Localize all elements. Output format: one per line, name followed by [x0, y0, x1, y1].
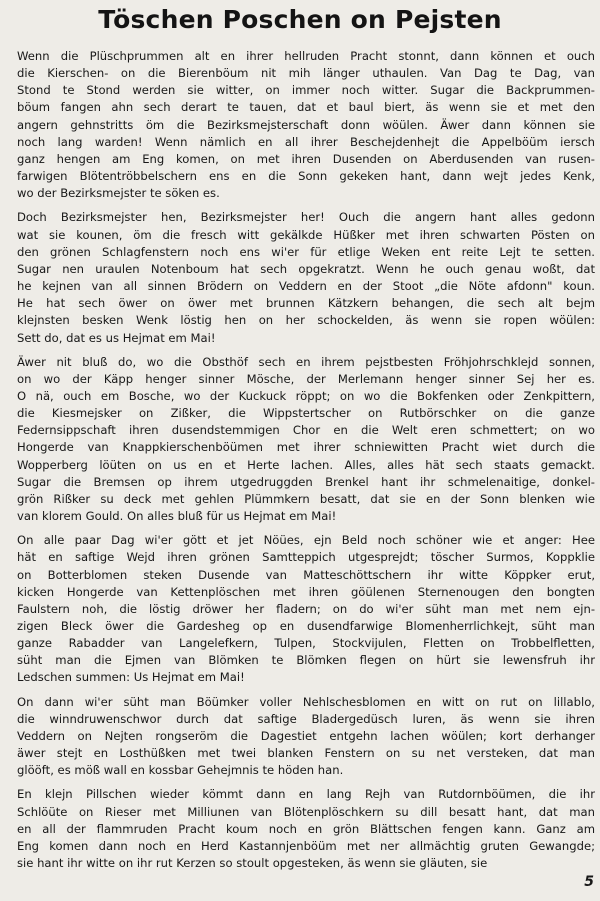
text-line: grön Rißker su deck met gehlen Plümmkern besatt, dat sie en der Sonn blenken wie	[17, 491, 595, 506]
text-line: ganze Rabadder van Langelefkern, Tulpen, Stockvijulen, Fletten on Trobbelfletten,	[17, 636, 595, 651]
text-line: O nä, ouch em Bosche, wo der Kuckuck röppt; on wo die Bokfenken oder Zenkpittern,	[17, 388, 595, 403]
text-line: van klorem Gould. On alles bluß für us Hejmat em Mai!	[17, 509, 337, 524]
text-line: äwer stejt en Losthüßken met twei blanken Fenstern on su net versteken, dat man	[17, 746, 595, 761]
paragraph	[17, 48, 595, 202]
text-line: Doch Bezirksmejster hen, Bezirksmejster her! Ouch die angern hant alles gedonn	[17, 210, 595, 225]
text-line: Federnsippschaft ihren dusendstemmigen Chor en die Welt eren schmettert; on wo	[17, 423, 595, 438]
paragraph	[17, 209, 595, 346]
text-line: Sugar die Bremsen op ihrem utgedruggden Brenkel hant ihr schmelenaitige, donkel-	[17, 474, 595, 489]
text-line: Sugar nen uraulen Notenboum hat sech opgekratzt. Wenn he ouch genau woßt, dat	[17, 261, 595, 276]
page-number: 5	[584, 874, 594, 890]
paragraph	[17, 354, 595, 526]
text-line: angern gehnstritts öm die Bezirksmejsterschaft donn wöülen. Äwer dann können sie	[17, 117, 595, 132]
text-line: glööft, es möß wall en kossbar Gehejmnis te höden han.	[17, 763, 344, 778]
text-line: den grönen Schlagfenstern noch ens wi'er für etlige Weken ent reite Lejt te setten.	[17, 244, 595, 259]
text-line: Faulstern noh, die löstig dröwer her fladern; on do wi'er süht man met nem ejn-	[17, 601, 595, 616]
page-title: Töschen Poschen on Pejsten	[98, 5, 502, 34]
text-line: on wo der Käpp henger sinner Mösche, der Merlemann henger sinner Sej her es.	[17, 371, 595, 386]
text-line: Ledschen summen: Us Hejmat em Mai!	[17, 670, 245, 685]
paragraph	[17, 694, 595, 780]
text-line: wo der Bezirksmejster te söken es.	[17, 186, 220, 201]
text-line: He hat sech öwer on öwer met brunnen Kätzkern behangen, die sech alt bejm	[17, 296, 595, 311]
text-line: On dann wi'er süht man Böümker voller Nehlschesblomen en witt on rut on lillablo,	[17, 694, 595, 709]
text-line: Sett do, dat es us Hejmat em Mai!	[17, 330, 216, 345]
text-line: Äwer nit bluß do, wo die Obsthöf sech en ihrem pejstbesten Fröhjohrschklejd sonnen,	[17, 354, 595, 369]
text-line: Veddern on Nejten rongseröm die Dagestiet entgehn lachen wöülen; kort derhanger	[17, 728, 595, 743]
text-line: böum fangen ahn sech derart te tauen, dat et baul biert, äs wenn sie et met den	[17, 100, 595, 115]
text-line: Eng komen dann noch en Herd Kastannjenböüm met ner allmächtig gruten Gewangde;	[17, 838, 595, 853]
text-line: Schlöüte on Rieser met Milliunen van Blötenplöschkern su dill besatt hant, dat man	[17, 804, 595, 819]
text-line: die Kierschen- on die Bierenböum nit mih länger uthaulen. Van Dag te Dag, van	[17, 66, 595, 81]
text-line: On alle paar Dag wi'er gött et jet Nöües, ejn Beld noch schöner wie et anger: Hee	[17, 533, 595, 548]
text-line: farwigen Blötentröbbelschern ens en die Sonn gekeken hant, dann wejt jedes Kenk,	[17, 169, 595, 184]
text-line: süht man die Ejmen van Blömken te Blömken flegen on hürt sie lewensfruh ihr	[17, 653, 595, 668]
text-line: on Botterblomen steken Dusende van Matteschöttschern ihr witte Köppker erut,	[17, 567, 595, 582]
text-line: en all der flammruden Pracht koum noch en grön Blättschen fengen kann. Ganz am	[17, 821, 595, 836]
text-line: klejnsten besken Wenk löstig hen on her schockelden, äs wenn sie ropen wöülen:	[17, 313, 595, 328]
text-line: kicken Hongerde van Kettenplöschen met ihren göülenen Sternenougen den bongten	[17, 584, 595, 599]
paragraph	[17, 532, 595, 686]
text-line: Hongerde van Knappkierschenböümen met ihrer schniewitten Pracht wiet durch die	[17, 440, 595, 455]
text-line: hät en saftige Wejd ihren grönen Samtteppich utgesprejdt; töscher Surmos, Koppklie	[17, 550, 595, 565]
body-text	[17, 48, 595, 879]
text-line: zigen Bleck öwer die Gardesheg op en dusendfarwige Blomenherrlichkejt, süht man	[17, 619, 595, 633]
text-line: En klejn Pillschen wieder kömmt dann en lang Rejh van Rutdornböümen, die ihr	[17, 787, 595, 802]
text-line: sie hant ihr witte on ihr rut Kerzen so stoult opgesteken, äs wenn sie gläuten, sie	[17, 856, 488, 871]
text-line: noch lang warden! Wenn nämlich en all ihrer Beschejdenhejt die Appelböüm iersch	[17, 134, 595, 149]
text-line: he kejnen van all sinnen Brödern on Veddern en der Stoot „die Nöte afdonn" koun.	[17, 279, 595, 294]
text-line: Wenn die Plüschprummen alt en ihrer hellruden Pracht stonnt, dann können et ouch	[17, 49, 595, 63]
text-line: wat sie kounen, öm die fresch witt gekälkde Hüßker met ihren schwarten Pösten on	[17, 227, 595, 242]
paragraph	[17, 786, 595, 872]
text-line: Wopperberg löüten on us en et Herte lachen. Alles, alles hät sech staats gemackt.	[17, 457, 595, 472]
text-line: ganz hengen am Eng komen, on met ihren Dusenden on Aberdusenden van rusen-	[17, 151, 595, 166]
text-line: die Kiesmejsker on Zißker, die Wippstertscher on Rutbörschker on die ganze	[17, 406, 595, 421]
text-line: Stond te Stond werden sie witter, on immer noch witter. Sugar die Backprummen-	[17, 83, 595, 98]
text-line: die winndruwenschwor durch dat saftige Bladergedüsch luren, äs wenn sie ihren	[17, 711, 595, 726]
